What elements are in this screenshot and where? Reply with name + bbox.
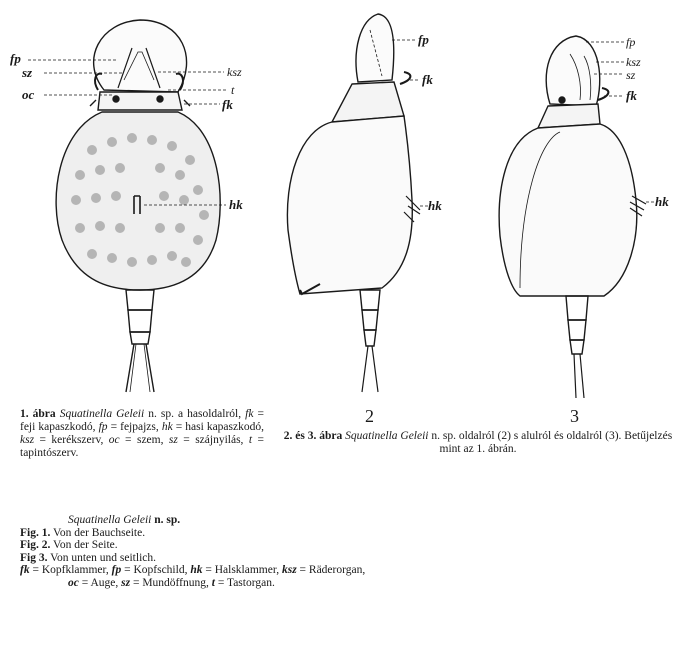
caption1-abbr-fk: fk [245,408,254,420]
label-t-fig1: t [231,83,235,97]
german-abbr-sz: sz [121,576,131,589]
german-fig3-label: Fig 3. [20,551,48,564]
caption1-def-sz: = szájnyilás, [177,434,249,446]
caption-figure-1 [20,408,264,460]
german-title [68,514,180,526]
label-hk-fig3: hk [655,194,669,209]
german-def-oc: = Auge, [78,576,122,589]
caption1-abbr-sz: sz [168,434,178,446]
german-fig1-text: Von der Bauchseite. [50,526,146,539]
label-hk-fig1: hk [229,197,243,212]
caption1-def-oc: = szem, [119,434,169,446]
caption1-def-ksz: = kerékszerv, [34,434,109,446]
german-def-sz: = Mundöffnung, [130,576,212,589]
german-fig2-text: Von der Seite. [50,539,118,552]
label-fk-fig1: fk [222,97,233,112]
german-species: Squatinella Geleii [68,514,152,526]
caption1-abbr-fp: fp [98,421,108,433]
label-sz-fig1: sz [22,65,33,80]
figure-number-2: 2 [365,406,374,426]
caption1-def-fp: = fejpajzs, [107,421,162,433]
caption1-species: Squatinella Geleii [59,408,145,420]
caption1-abbr-ksz: ksz [20,434,35,446]
german-def-t: = Tastorgan. [214,576,275,589]
german-abbr-hk: hk [190,564,203,577]
caption23-number: 2. és 3. ábra [283,430,343,442]
caption23-species: Squatinella Geleii [345,430,429,442]
label-fp-fig1: fp [10,51,21,66]
german-abbr-t: t [211,576,215,589]
label-fk-fig3: fk [626,88,637,103]
figure-3-drawing [499,36,646,398]
label-hk-fig2: hk [428,198,442,213]
german-def-ksz: = Räderorgan, [296,564,366,577]
label-oc-fig1: oc [22,87,35,102]
german-fig2-label: Fig. 2. [20,539,51,552]
caption1-abbr-hk: hk [161,421,173,433]
german-caption [20,514,640,590]
caption1-def-t: = tapintószerv. [20,434,264,459]
figure-2-drawing [287,14,420,392]
german-fig1-label: Fig. 1. [20,526,51,539]
caption1-def-fk: = feji kapaszkodó, [20,408,264,433]
label-ksz-fig3: ksz [626,55,641,69]
label-fp-fig3: fp [626,35,636,49]
german-def-fp: = Kopfschild, [121,564,191,577]
label-ksz-fig1: ksz [227,65,242,79]
german-def-hk: = Halsklammer, [202,564,282,577]
german-nsp: n. sp. [151,514,181,526]
label-fk-fig2: fk [422,72,433,87]
german-abbr-fk: fk [20,564,30,577]
german-abbr-oc: oc [68,576,79,589]
german-abbr-fp: fp [111,564,122,577]
label-fp-fig2: fp [418,32,429,47]
figure-1-drawing [56,20,220,392]
caption1-abbr-oc: oc [108,434,120,446]
caption1-number: 1. ábra [20,408,56,420]
german-def-fk: = Kopfklammer, [29,564,112,577]
caption1-def-hk: = hasi kapaszkodó, [172,421,264,433]
caption1-text: n. sp. a hasoldalról, [144,408,246,420]
german-abbr-ksz: ksz [281,564,297,577]
caption23-text: n. sp. oldalról (2) s alulról és oldalról (3). Betűjelzés mint az 1. ábrán. [428,430,673,455]
caption-figure-2-3 [272,430,684,456]
label-sz-fig3: sz [626,68,636,82]
caption1-abbr-t: t [248,434,253,446]
figure-number-3: 3 [570,406,579,426]
german-fig3-text: Von unten und seitlich. [47,551,156,564]
